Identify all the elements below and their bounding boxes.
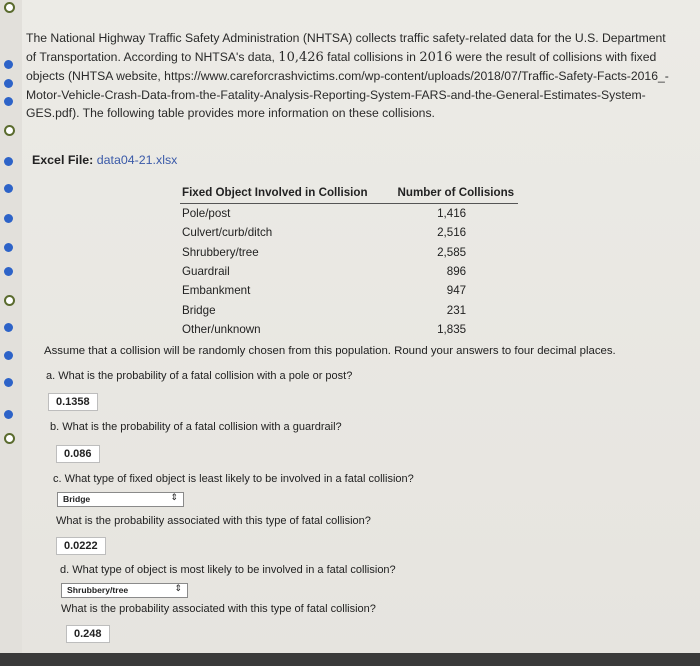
progress-dot-icon <box>4 157 13 166</box>
table-row <box>180 320 518 339</box>
answer-a-field[interactable]: 0.1358 <box>48 393 98 411</box>
progress-dot-icon <box>4 214 13 223</box>
intro-text: were the result of collisions with fixed <box>452 49 657 64</box>
intro-line: Motor-Vehicle-Crash-Data-from-the-Fatality-Analysis-Reporting-System-FARS-and-the-General-Estimates-System- <box>26 87 646 102</box>
count-cell: 947 <box>446 284 467 298</box>
progress-dot-icon <box>4 351 13 360</box>
progress-rail <box>0 0 22 666</box>
table-row <box>180 262 518 281</box>
progress-dot-icon <box>4 60 13 69</box>
question-d-probability: What is the probability associated with this type of fatal collision? <box>61 603 376 615</box>
count-cell: 1,416 <box>437 207 467 221</box>
question-c-probability: What is the probability associated with this type of fatal collision? <box>56 515 371 527</box>
excel-file-label: Excel File: <box>32 153 94 167</box>
dropdown-arrow-icon: ⇕ <box>174 583 182 593</box>
object-cell: Shrubbery/tree <box>182 245 259 259</box>
table-row <box>180 204 518 224</box>
table-header-row <box>180 183 518 204</box>
intro-text: fatal collisions in <box>323 49 420 64</box>
answer-d-field[interactable]: 0.248 <box>66 625 110 643</box>
progress-dot-icon <box>4 267 13 276</box>
count-cell: 1,835 <box>437 322 467 336</box>
progress-dot-icon <box>4 323 13 332</box>
object-cell: Culvert/curb/ditch <box>182 226 273 240</box>
intro-line: The National Highway Traffic Safety Administration (NHTSA) collects traffic safety-related data for the U.S. Department <box>26 31 666 45</box>
instructions: Assume that a collision will be randomly chosen from this population. Round your answers to four decimal places. <box>44 345 616 357</box>
intro-line: objects (NHTSA website, https://www.careforcrashvictims.com/wp-content/uploads/2018/07/Traffic-Safety-Facts-2016_- <box>26 69 669 83</box>
question-c: c. What type of fixed object is least likely to be involved in a fatal collision? <box>53 473 414 485</box>
check-circle-icon <box>4 433 15 444</box>
progress-dot-icon <box>4 97 13 106</box>
excel-file-line <box>32 153 177 167</box>
answer-d-selected: Shrubbery/tree <box>67 585 129 595</box>
count-cell: 231 <box>446 303 467 317</box>
count-cell: 896 <box>446 265 467 279</box>
answer-d-select[interactable] <box>61 583 188 598</box>
object-cell: Embankment <box>182 284 251 298</box>
object-cell: Pole/post <box>182 207 231 221</box>
answer-c-field[interactable]: 0.0222 <box>56 537 106 555</box>
progress-dot-icon <box>4 79 13 88</box>
question-b: b. What is the probability of a fatal collision with a guardrail? <box>50 421 342 433</box>
column-header-count: Number of Collisions <box>372 183 519 204</box>
answer-b-field[interactable]: 0.086 <box>56 445 100 463</box>
collision-table <box>180 183 518 339</box>
bottom-bar <box>0 653 700 666</box>
question-a: a. What is the probability of a fatal collision with a pole or post? <box>46 370 353 382</box>
count-cell: 2,585 <box>437 245 467 259</box>
year: 2016 <box>419 49 453 65</box>
check-circle-icon <box>4 125 15 136</box>
count-cell: 2,516 <box>437 226 467 240</box>
progress-dot-icon <box>4 378 13 387</box>
object-cell: Other/unknown <box>182 322 261 336</box>
question-d: d. What type of object is most likely to be involved in a fatal collision? <box>60 564 396 576</box>
progress-dot-icon <box>4 410 13 419</box>
progress-dot-icon <box>4 184 13 193</box>
check-circle-icon <box>4 2 15 13</box>
object-cell: Bridge <box>182 303 216 317</box>
answer-c-selected: Bridge <box>63 494 91 504</box>
table-row <box>180 243 518 262</box>
excel-file-link[interactable]: data04-21.xlsx <box>96 153 178 167</box>
object-cell: Guardrail <box>182 265 230 279</box>
table-row <box>180 223 518 242</box>
dropdown-arrow-icon: ⇕ <box>170 492 178 502</box>
table-row <box>180 300 518 319</box>
check-circle-icon <box>4 295 15 306</box>
table-row <box>180 281 518 300</box>
intro-text: of Transportation. According to NHTSA's data, <box>26 49 279 64</box>
fatal-count: 10,426 <box>278 49 324 65</box>
intro-line: GES.pdf). The following table provides more information on these collisions. <box>26 106 435 120</box>
column-header-object: Fixed Object Involved in Collision <box>180 183 372 204</box>
intro-line <box>26 48 686 68</box>
answer-c-select[interactable] <box>57 492 184 507</box>
progress-dot-icon <box>4 243 13 252</box>
problem-intro <box>26 29 686 123</box>
